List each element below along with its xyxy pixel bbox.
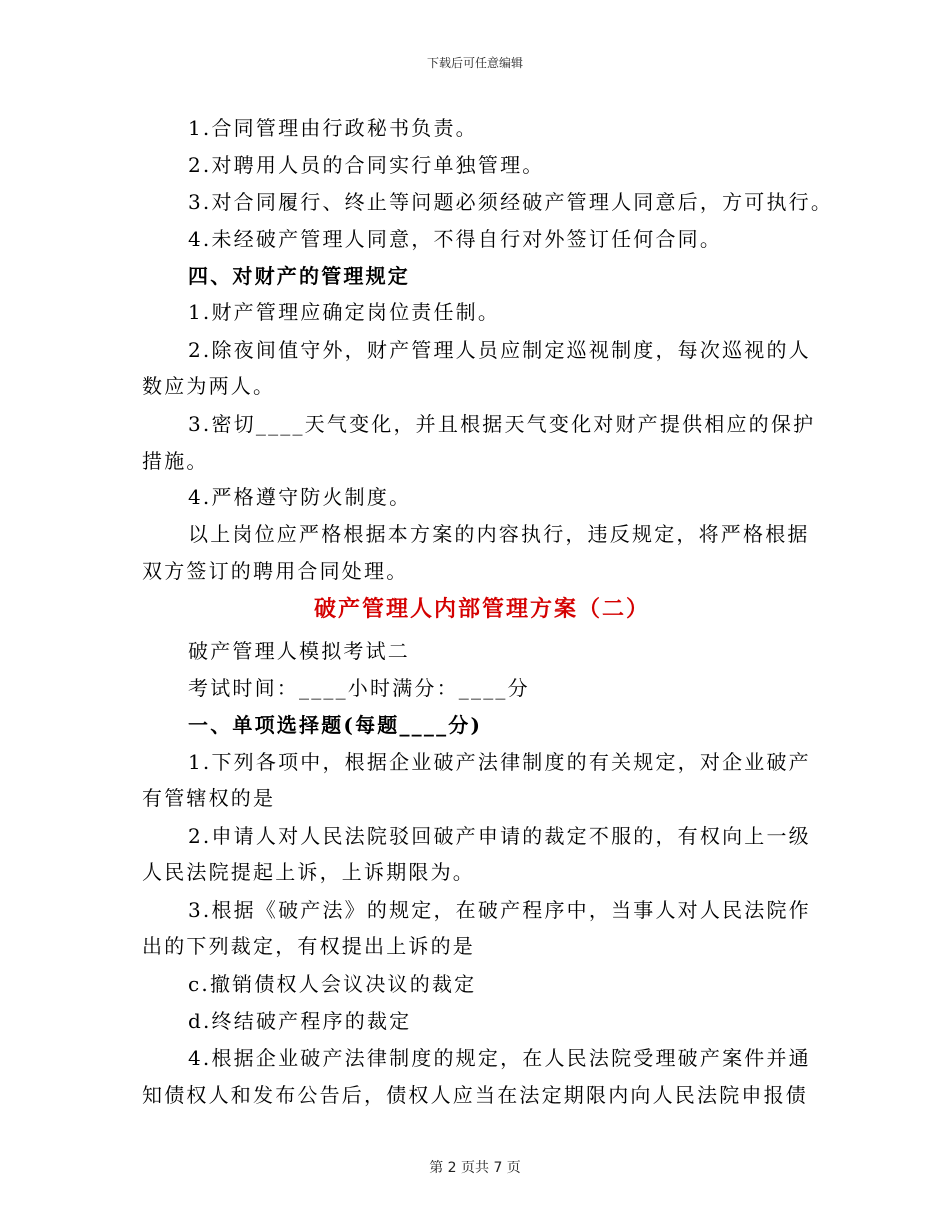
- paragraph-line: 以上岗位应严格根据本方案的内容执行，违反规定，将严格根据: [188, 522, 810, 546]
- document-title: 破产管理人内部管理方案（二）: [313, 596, 650, 622]
- paragraph-line: 1.下列各项中，根据企业破产法律制度的有关规定，对企业破产: [188, 750, 811, 774]
- paragraph-line: 3.对合同履行、终止等问题必须经破产管理人同意后，方可执行。: [188, 190, 834, 214]
- paragraph-line: 4.根据企业破产法律制度的规定，在人民法院受理破产案件并通: [188, 1046, 811, 1070]
- paragraph-line: 1.合同管理由行政秘书负责。: [188, 116, 478, 140]
- paragraph-line: 2.对聘用人员的合同实行单独管理。: [188, 153, 545, 177]
- section-heading: 四、对财产的管理规定: [188, 264, 410, 288]
- paragraph-line: 知债权人和发布公告后，债权人应当在法定期限内向人民法院申报债: [142, 1083, 808, 1107]
- paragraph-line: 人民法院提起上诉，上诉期限为。: [142, 860, 475, 884]
- paragraph-line: 出的下列裁定，有权提出上诉的是: [142, 934, 475, 958]
- paragraph-line: 考试时间：____小时满分：____分: [188, 676, 530, 700]
- paragraph-line: 4.未经破产管理人同意，不得自行对外签订任何合同。: [188, 227, 723, 251]
- paragraph-line: 3.根据《破产法》的规定，在破产程序中，当事人对人民法院作: [188, 898, 811, 922]
- paragraph-line: 3.密切____天气变化，并且根据天气变化对财产提供相应的保护: [188, 412, 816, 436]
- paragraph-line: 有管辖权的是: [142, 786, 276, 810]
- paragraph-line: d.终结破产程序的裁定: [188, 1009, 412, 1033]
- paragraph-line: 措施。: [142, 449, 209, 473]
- paragraph-line: 1.财产管理应确定岗位责任制。: [188, 300, 501, 324]
- paragraph-line: 双方签订的聘用合同处理。: [142, 559, 409, 583]
- paragraph-line: 2.除夜间值守外，财产管理人员应制定巡视制度，每次巡视的人: [188, 338, 811, 362]
- page-header: 下载后可任意编辑: [426, 56, 523, 70]
- paragraph-line: 4.严格遵守防火制度。: [188, 485, 412, 509]
- paragraph-line: 2.申请人对人民法院驳回破产申请的裁定不服的，有权向上一级: [188, 824, 811, 848]
- paragraph-line: 数应为两人。: [142, 374, 276, 398]
- page-footer: 第 2 页共 7 页: [429, 1160, 521, 1176]
- section-heading: 一、单项选择题(每题____分): [188, 713, 483, 737]
- paragraph-line: c.撤销债权人会议决议的裁定: [188, 972, 477, 996]
- paragraph-line: 破产管理人模拟考试二: [188, 639, 410, 663]
